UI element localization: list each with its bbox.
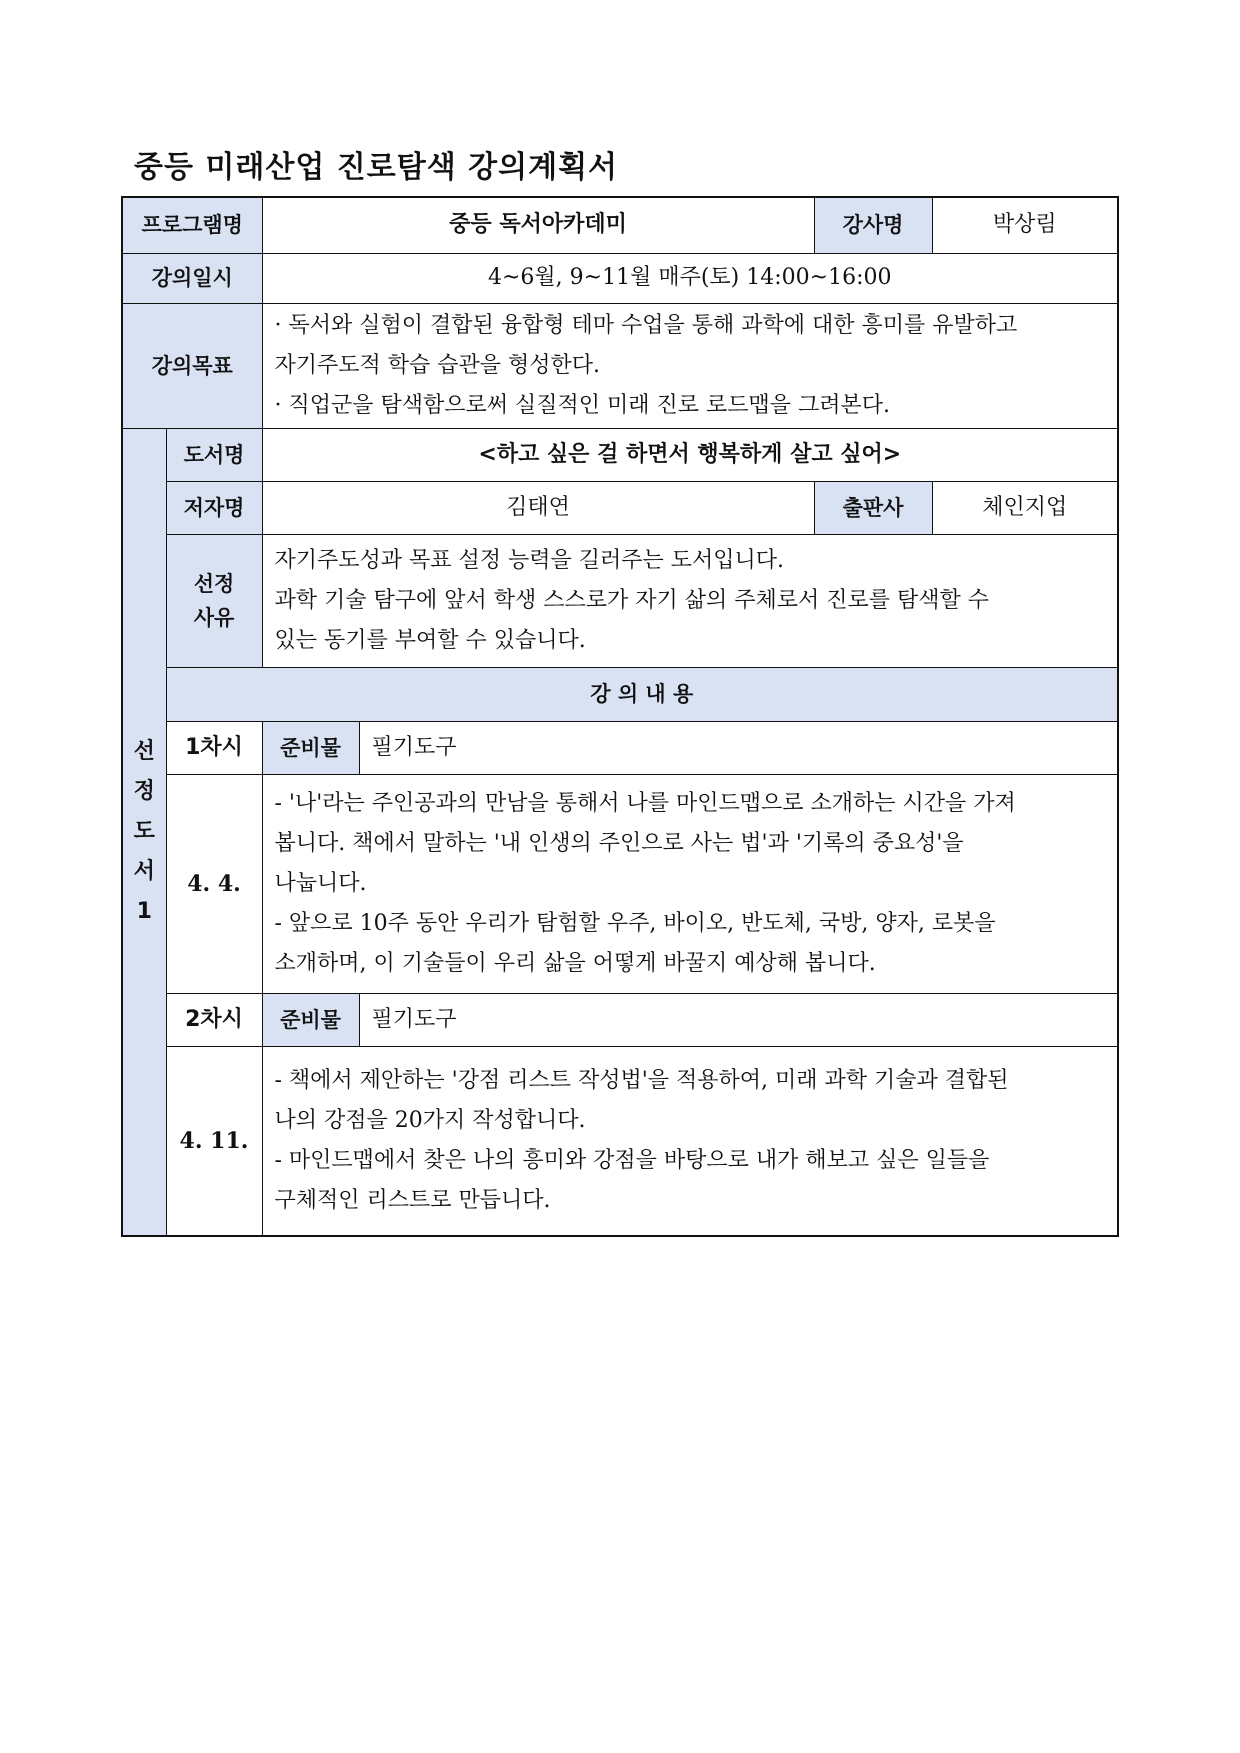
goal-row	[122, 303, 1118, 428]
session-2-line: 나의 강점을 20가지 작성합니다.	[274, 1107, 586, 1133]
reason-label	[166, 534, 262, 667]
session-2-line: - 마인드맵에서 찾은 나의 흥미와 강점을 바탕으로 내가 해보고 싶은 일들을	[274, 1147, 990, 1173]
goal-line: 자기주도적 학습 습관을 형성한다.	[274, 352, 601, 378]
goal-line: · 독서와 실험이 결합된 융합형 테마 수업을 통해 과학에 대한 흥미를 유발하고	[274, 312, 1018, 338]
program-label: 프로그램명	[122, 197, 262, 253]
session-1-line: 나눕니다.	[274, 870, 367, 896]
schedule-row	[122, 253, 1118, 303]
session-1-date: 4. 4.	[166, 774, 262, 993]
vertical-char: 정	[133, 778, 155, 804]
program-value: 중등 독서아카데미	[262, 197, 814, 253]
instructor-label: 강사명	[814, 197, 932, 253]
publisher-label: 출판사	[814, 481, 932, 534]
session-1-line: - '나'라는 주인공과의 만남을 통해서 나를 마인드맵으로 소개하는 시간을 가져	[274, 790, 1016, 816]
author-value: 김태연	[262, 481, 814, 534]
vertical-char: 도	[133, 818, 155, 844]
reason-label-line: 선정	[193, 571, 235, 596]
session-2-date: 4. 11.	[166, 1046, 262, 1236]
session-2-materials: 필기도구	[359, 993, 1118, 1046]
session-1-line: - 앞으로 10주 동안 우리가 탐험할 우주, 바이오, 반도체, 국방, 양자, 로봇을	[274, 910, 996, 936]
vertical-char: 선	[133, 738, 155, 764]
session-2-description	[262, 1046, 1118, 1236]
program-row	[122, 197, 1118, 253]
reason-text	[262, 534, 1118, 667]
session-2-content-row	[122, 1046, 1118, 1236]
session-1-content-row	[122, 774, 1118, 993]
schedule-label: 강의일시	[122, 253, 262, 303]
vertical-char: 서	[133, 858, 155, 884]
book-title-label: 도서명	[166, 428, 262, 481]
session-1-materials: 필기도구	[359, 721, 1118, 774]
session-1-header-row	[122, 721, 1118, 774]
reason-line: 자기주도성과 목표 설정 능력을 길러주는 도서입니다.	[274, 547, 785, 573]
session-2-label: 2차시	[166, 993, 262, 1046]
session-1-description	[262, 774, 1118, 993]
selected-book-vertical-label	[122, 428, 166, 1236]
session-1-line: 봅니다. 책에서 말하는 '내 인생의 주인으로 사는 법'과 '기록의 중요성'을	[274, 830, 964, 856]
session-2-line: - 책에서 제안하는 '강점 리스트 작성법'을 적용하여, 미래 과학 기술과 결합된	[274, 1067, 1009, 1093]
session-2-line: 구체적인 리스트로 만듭니다.	[274, 1187, 551, 1213]
book-title-row	[122, 428, 1118, 481]
session-1-materials-label: 준비물	[262, 721, 359, 774]
goal-label: 강의목표	[122, 303, 262, 428]
vertical-char: 1	[136, 898, 152, 924]
reason-line: 과학 기술 탐구에 앞서 학생 스스로가 자기 삶의 주체로서 진로를 탐색할 수	[274, 587, 989, 613]
reason-line: 있는 동기를 부여할 수 있습니다.	[274, 627, 586, 653]
reason-label-line: 사유	[193, 605, 235, 630]
session-1-line: 소개하며, 이 기술들이 우리 삶을 어떻게 바꿀지 예상해 봅니다.	[274, 950, 876, 976]
schedule-value: 4~6월, 9~11월 매주(토) 14:00~16:00	[262, 253, 1118, 303]
publisher-value: 체인지업	[932, 481, 1118, 534]
session-2-header-row	[122, 993, 1118, 1046]
content-header-row	[122, 667, 1118, 721]
author-row	[122, 481, 1118, 534]
book-title-value: <하고 싶은 걸 하면서 행복하게 살고 싶어>	[262, 428, 1118, 481]
session-2-materials-label: 준비물	[262, 993, 359, 1046]
goal-text	[262, 303, 1118, 428]
instructor-value: 박상림	[932, 197, 1118, 253]
reason-row	[122, 534, 1118, 667]
goal-line: · 직업군을 탐색함으로써 실질적인 미래 진로 로드맵을 그려본다.	[274, 392, 890, 418]
content-header: 강 의 내 용	[166, 667, 1118, 721]
lecture-plan-table	[121, 196, 1119, 1237]
document-title: 중등 미래산업 진로탐색 강의계획서	[134, 150, 619, 185]
session-1-label: 1차시	[166, 721, 262, 774]
author-label: 저자명	[166, 481, 262, 534]
